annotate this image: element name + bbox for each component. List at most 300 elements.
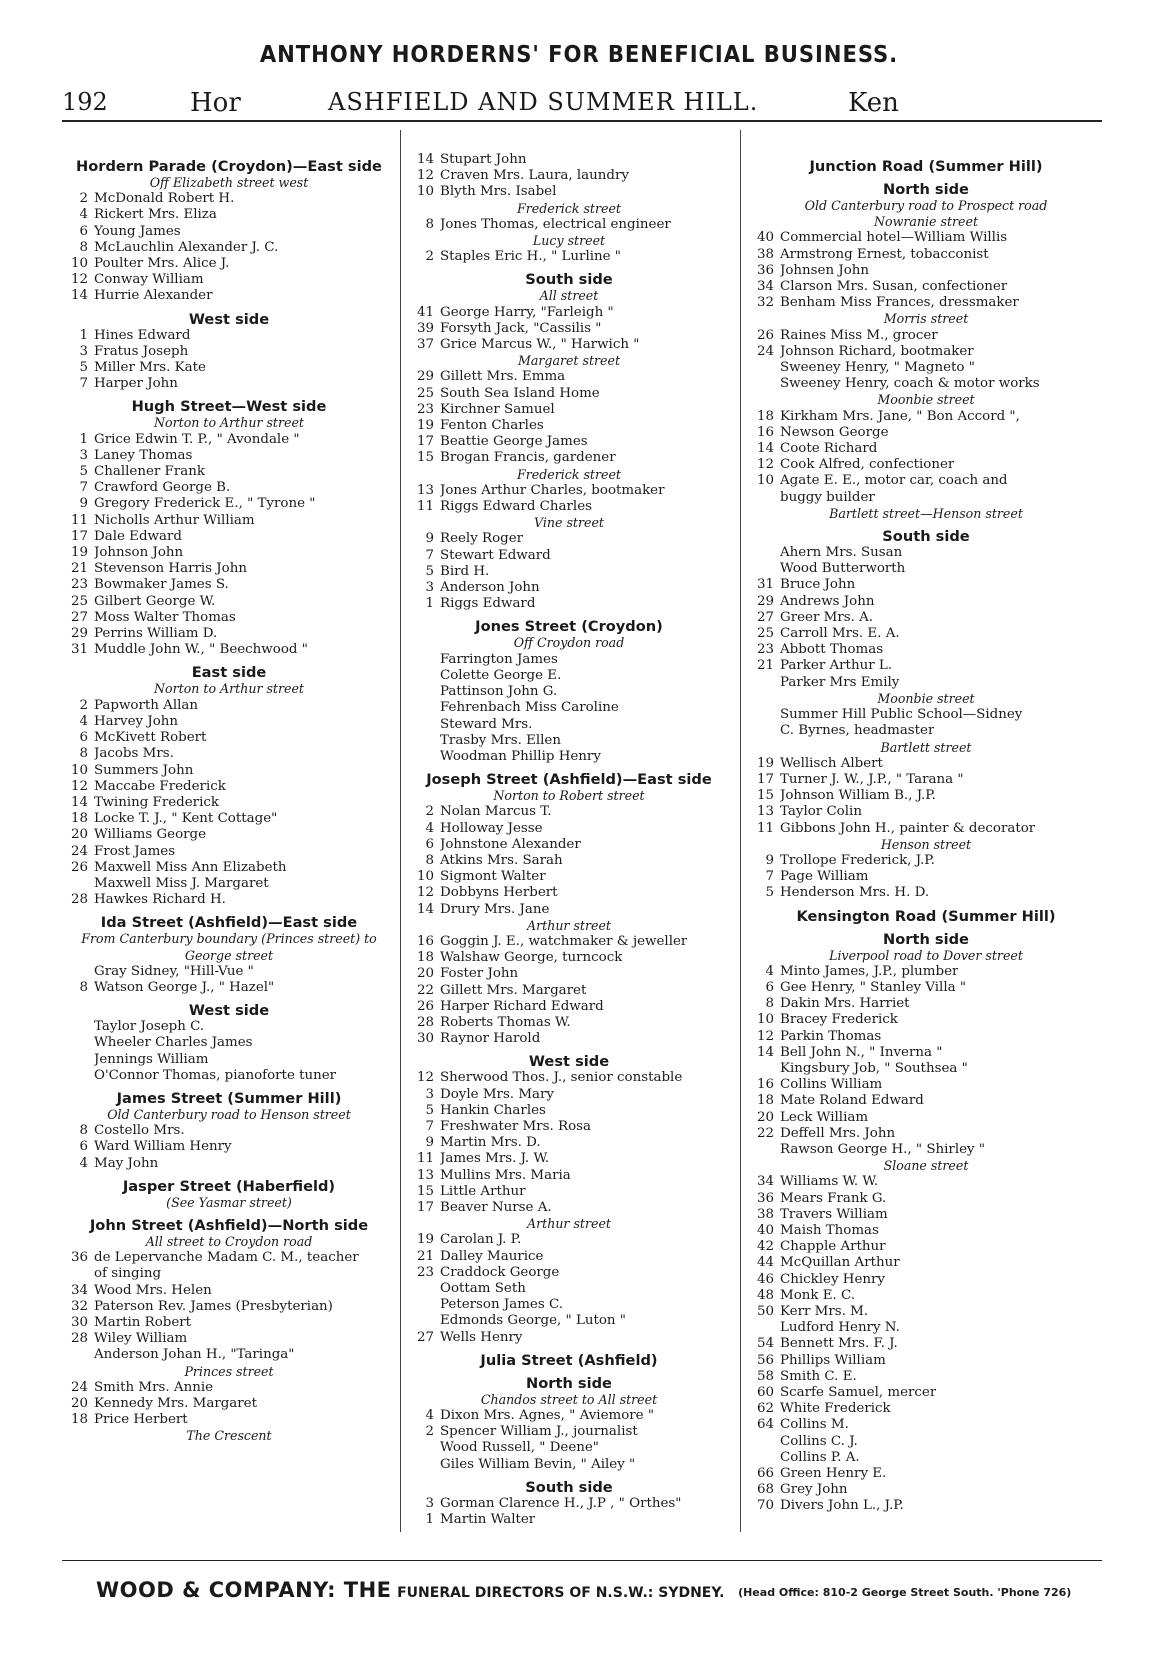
street-heading: West side xyxy=(528,1053,610,1071)
resident-name: Gillett Mrs. Emma xyxy=(440,369,566,385)
street-heading: Ida Street (Ashfield)—East side xyxy=(100,914,358,932)
house-number: 12 xyxy=(416,168,434,184)
resident-name: Conway William xyxy=(94,272,204,288)
resident-name: Bennett Mrs. F. J. xyxy=(780,1336,898,1352)
resident-name: Benham Miss Frances, dressmaker xyxy=(780,295,1019,311)
house-number: 3 xyxy=(79,343,88,359)
resident-name: Sweeney Henry, coach & motor works xyxy=(780,376,1040,392)
resident-name: Smith Mrs. Annie xyxy=(94,1379,214,1395)
resident-name: Sigmont Walter xyxy=(440,869,546,885)
directory-entry xyxy=(408,934,730,950)
directory-entry xyxy=(408,1408,730,1424)
resident-name: Ludford Henry N. xyxy=(780,1320,900,1336)
resident-name: Steward Mrs. xyxy=(440,716,533,732)
house-number: 2 xyxy=(425,1424,434,1440)
directory-entry xyxy=(408,1313,730,1329)
resident-name: Twining Frederick xyxy=(94,794,219,810)
directory-entry xyxy=(748,425,1104,441)
house-number: 11 xyxy=(416,1151,434,1167)
house-number: 14 xyxy=(756,1044,774,1060)
directory-entry xyxy=(408,321,730,337)
directory-entry xyxy=(408,217,730,233)
resident-name: Raynor Harold xyxy=(440,1031,541,1047)
house-number: 2 xyxy=(425,804,434,820)
street-heading: East side xyxy=(191,664,267,682)
house-number xyxy=(408,652,440,668)
directory-entry xyxy=(408,1119,730,1135)
house-number: 24 xyxy=(70,843,88,859)
cross-street-note: (See Yasmar street) xyxy=(166,1194,292,1210)
street-heading: South side xyxy=(525,1478,613,1496)
directory-entry xyxy=(408,1232,730,1248)
house-number: 23 xyxy=(416,1264,434,1280)
resident-name: Coote Richard xyxy=(780,441,878,457)
resident-name: Nicholls Arthur William xyxy=(94,512,255,528)
cross-street-note: Bartlett street—Henson street xyxy=(829,505,1023,521)
house-number: 64 xyxy=(756,1417,774,1433)
resident-name: Reely Roger xyxy=(440,531,524,547)
resident-name: Andrews John xyxy=(780,593,875,609)
house-number: 4 xyxy=(765,963,774,979)
house-number: 8 xyxy=(79,979,88,995)
directory-entry xyxy=(748,457,1104,473)
house-number: 8 xyxy=(79,1123,88,1139)
resident-name: Carroll Mrs. E. A. xyxy=(780,626,900,642)
house-number: 28 xyxy=(416,1014,434,1030)
directory-entry xyxy=(408,184,730,200)
house-number xyxy=(748,675,780,691)
resident-name: Bruce John xyxy=(780,577,856,593)
house-number xyxy=(408,1457,440,1473)
resident-name: White Frederick xyxy=(780,1401,891,1417)
cross-street-note: From Canterbury boundary (Princes street) to George street xyxy=(81,931,377,963)
house-number: 30 xyxy=(70,1314,88,1330)
resident-name: Brogan Francis, gardener xyxy=(440,450,616,466)
house-number: 27 xyxy=(70,609,88,625)
resident-name: Gray Sidney, "Hill-Vue " xyxy=(94,963,254,979)
directory-entry xyxy=(748,1093,1104,1109)
directory-entry xyxy=(62,1156,396,1172)
resident-name: Dobbyns Herbert xyxy=(440,885,558,901)
house-number: 7 xyxy=(425,547,434,563)
house-number: 37 xyxy=(416,337,434,353)
cross-street-note: Off Croydon road xyxy=(513,635,625,651)
directory-entry xyxy=(62,191,396,207)
directory-entry xyxy=(408,999,730,1015)
resident-name: Smith C. E. xyxy=(780,1368,857,1384)
directory-entry xyxy=(408,564,730,580)
directory-entry xyxy=(408,1015,730,1031)
house-number: 42 xyxy=(756,1239,774,1255)
house-number: 8 xyxy=(765,996,774,1012)
house-number: 34 xyxy=(70,1282,88,1298)
directory-entry xyxy=(748,1434,1104,1450)
house-number xyxy=(408,717,440,733)
resident-name: Collins P. A. xyxy=(780,1449,860,1465)
directory-entry xyxy=(62,1396,396,1412)
resident-name: de Lepervanche Madam C. M., teacher xyxy=(94,1250,359,1266)
resident-name: of singing xyxy=(94,1266,162,1282)
resident-name: Commercial hotel—William Willis xyxy=(780,230,1008,246)
directory-entry xyxy=(62,714,396,730)
cross-street-note: Bartlett street xyxy=(880,739,972,755)
directory-entry xyxy=(748,1353,1104,1369)
house-number xyxy=(408,1297,440,1313)
resident-name: Green Henry E. xyxy=(780,1466,887,1482)
directory-entry xyxy=(748,723,1104,739)
house-number: 3 xyxy=(425,1495,434,1511)
house-number xyxy=(62,1052,94,1068)
directory-entry xyxy=(408,305,730,321)
resident-name: Phillips William xyxy=(780,1352,886,1368)
resident-name: Kennedy Mrs. Margaret xyxy=(94,1396,257,1411)
directory-entry xyxy=(408,1135,730,1151)
resident-name: Bird H. xyxy=(440,563,490,579)
resident-name: Leck William xyxy=(780,1109,869,1125)
resident-name: Wood Butterworth xyxy=(780,561,906,577)
resident-name: Carolan J. P. xyxy=(440,1232,522,1248)
house-number: 34 xyxy=(756,1174,774,1190)
directory-entry xyxy=(62,1068,396,1084)
house-number: 5 xyxy=(79,360,88,376)
house-number: 25 xyxy=(70,593,88,609)
resident-name: Gee Henry, " Stanley Villa " xyxy=(780,979,967,995)
house-number: 13 xyxy=(416,482,434,498)
directory-entry xyxy=(62,1266,396,1282)
house-number xyxy=(408,700,440,716)
directory-entry xyxy=(62,1035,396,1051)
house-number: 18 xyxy=(70,811,88,827)
resident-name: Grey John xyxy=(780,1482,848,1498)
house-number: 1 xyxy=(79,327,88,343)
resident-name: Maxwell Miss J. Margaret xyxy=(94,875,269,891)
house-number: 8 xyxy=(425,852,434,868)
resident-name: Drury Mrs. Jane xyxy=(440,901,550,917)
resident-name: Jones Arthur Charles, bootmaker xyxy=(440,482,665,498)
cross-street-note: Henson street xyxy=(880,836,972,852)
house-number: 30 xyxy=(416,1031,434,1047)
directory-entry xyxy=(408,1031,730,1047)
directory-entry xyxy=(748,1174,1104,1190)
resident-name: Ahern Mrs. Susan xyxy=(780,545,903,561)
resident-name: Locke T. J., " Kent Cottage" xyxy=(94,811,278,827)
directory-entry xyxy=(748,1207,1104,1223)
house-number: 26 xyxy=(756,327,774,343)
street-heading: North side xyxy=(883,181,969,198)
house-number: 16 xyxy=(416,933,434,949)
resident-name: Staples Eric H., " Lurline " xyxy=(440,249,621,265)
resident-name: Raines Miss M., grocer xyxy=(780,327,938,343)
directory-entry xyxy=(408,548,730,564)
house-number xyxy=(408,1313,440,1329)
directory-entry xyxy=(748,1320,1104,1336)
street-heading: South side xyxy=(882,528,970,546)
column-divider xyxy=(740,130,741,1532)
directory-entry xyxy=(62,626,396,642)
house-number: 26 xyxy=(416,998,434,1014)
directory-entry xyxy=(408,950,730,966)
directory-entry xyxy=(748,1110,1104,1126)
directory-entry xyxy=(408,1496,730,1512)
directory-entry xyxy=(62,545,396,561)
resident-name: Harvey John xyxy=(94,713,179,729)
house-number: 7 xyxy=(765,869,774,885)
resident-name: Stupart John xyxy=(440,152,527,167)
resident-name: Rickert Mrs. Eliza xyxy=(94,207,217,223)
resident-name: Gregory Frederick E., " Tyrone " xyxy=(94,496,316,512)
cross-street-note: Morris street xyxy=(883,311,969,327)
house-number: 10 xyxy=(70,256,88,272)
page-title: ASHFIELD AND SUMMER HILL. xyxy=(328,88,759,116)
directory-entry xyxy=(748,1255,1104,1271)
resident-name: Harper John xyxy=(94,376,178,392)
resident-name: Armstrong Ernest, tobacconist xyxy=(780,246,989,262)
directory-entry xyxy=(748,1450,1104,1466)
footer-tagline: FUNERAL DIRECTORS OF N.S.W.: SYDNEY. xyxy=(397,1585,725,1601)
house-number: 4 xyxy=(79,713,88,729)
resident-name: Wells Henry xyxy=(440,1329,523,1345)
house-number: 10 xyxy=(756,1012,774,1028)
cross-street-note: The Crescent xyxy=(186,1428,272,1444)
house-number: 21 xyxy=(756,658,774,674)
house-number: 21 xyxy=(416,1248,434,1264)
directory-entry xyxy=(408,1087,730,1103)
resident-name: Johnson John xyxy=(94,545,184,561)
resident-name: Dalley Maurice xyxy=(440,1248,544,1264)
directory-entry xyxy=(748,980,1104,996)
house-number: 15 xyxy=(756,788,774,804)
house-number: 14 xyxy=(416,152,434,167)
directory-entry xyxy=(748,409,1104,425)
directory-entry xyxy=(408,1103,730,1119)
header-left-guide: Hor xyxy=(190,88,241,118)
directory-entry xyxy=(62,811,396,827)
directory-entry xyxy=(62,432,396,448)
directory-entry xyxy=(408,418,730,434)
resident-name: Fenton Charles xyxy=(440,418,544,434)
house-number: 10 xyxy=(416,184,434,200)
directory-entry xyxy=(62,240,396,256)
house-number: 56 xyxy=(756,1352,774,1368)
street-heading: James Street (Summer Hill) xyxy=(116,1089,342,1107)
house-number xyxy=(408,684,440,700)
directory-entry xyxy=(408,733,730,749)
house-number: 38 xyxy=(756,246,774,262)
resident-name: Craven Mrs. Laura, laundry xyxy=(440,168,629,184)
house-number: 24 xyxy=(756,343,774,359)
directory-entry xyxy=(62,1315,396,1331)
resident-name: Papworth Allan xyxy=(94,697,198,713)
directory-entry xyxy=(62,561,396,577)
directory-entry xyxy=(748,1191,1104,1207)
house-number: 11 xyxy=(70,512,88,528)
cross-street-note: Lucy street xyxy=(532,233,606,249)
house-number: 6 xyxy=(79,730,88,746)
directory-entry xyxy=(748,594,1104,610)
resident-name: Minto James, J.P., plumber xyxy=(780,963,959,979)
directory-entry xyxy=(62,577,396,593)
street-heading: Junction Road (Summer Hill) xyxy=(809,158,1043,175)
directory-entry xyxy=(62,1123,396,1139)
house-number: 29 xyxy=(70,626,88,642)
house-number xyxy=(748,1142,780,1158)
resident-name: Kirkham Mrs. Jane, " Bon Accord ", xyxy=(780,408,1020,424)
resident-name: Trasby Mrs. Ellen xyxy=(440,732,561,748)
resident-name: Taylor Joseph C. xyxy=(94,1019,205,1035)
house-number: 13 xyxy=(416,1167,434,1183)
resident-name: Martin Mrs. D. xyxy=(440,1135,541,1151)
street-heading: North side xyxy=(526,1374,612,1392)
house-number: 12 xyxy=(756,1028,774,1044)
house-number: 21 xyxy=(70,561,88,577)
directory-entry xyxy=(62,448,396,464)
directory-entry xyxy=(408,499,730,515)
directory-entry xyxy=(408,596,730,612)
street-heading: West side xyxy=(188,1002,270,1020)
resident-name: Price Herbert xyxy=(94,1412,188,1428)
directory-entry xyxy=(748,964,1104,980)
column-divider xyxy=(400,130,401,1532)
cross-street-note: Norton to Robert street xyxy=(493,788,645,804)
directory-entry xyxy=(62,1299,396,1315)
house-number xyxy=(748,1320,780,1336)
house-number xyxy=(62,1266,94,1282)
house-number xyxy=(408,1281,440,1297)
house-number xyxy=(748,707,780,723)
resident-name: Collins William xyxy=(780,1077,883,1093)
directory-entry xyxy=(748,996,1104,1012)
resident-name: Maish Thomas xyxy=(780,1222,879,1238)
house-number xyxy=(62,1019,94,1035)
directory-entry xyxy=(748,869,1104,885)
directory-entry xyxy=(62,513,396,529)
street-heading: West side xyxy=(188,310,270,328)
resident-name: Greer Mrs. A. xyxy=(780,609,874,625)
resident-name: Summers John xyxy=(94,762,194,778)
directory-entry xyxy=(62,272,396,288)
resident-name: Wheeler Charles James xyxy=(94,1035,253,1051)
resident-name: Jennings William xyxy=(94,1051,209,1067)
directory-entry xyxy=(408,853,730,869)
house-number: 18 xyxy=(756,1093,774,1109)
resident-name: Harper Richard Edward xyxy=(440,998,604,1014)
house-number: 14 xyxy=(70,794,88,810)
page-header xyxy=(62,86,1102,122)
house-number: 6 xyxy=(79,223,88,239)
directory-entry xyxy=(62,256,396,272)
house-number: 19 xyxy=(70,545,88,561)
house-number: 5 xyxy=(765,885,774,901)
resident-name: Mullins Mrs. Maria xyxy=(440,1167,571,1183)
house-number xyxy=(748,723,780,739)
directory-entry xyxy=(408,717,730,733)
page-number: 192 xyxy=(62,88,108,116)
directory-entry xyxy=(408,684,730,700)
house-number: 7 xyxy=(425,1118,434,1134)
directory-entry xyxy=(748,675,1104,691)
directory-entry xyxy=(62,1019,396,1035)
cross-street-note: Norton to Arthur street xyxy=(154,415,304,431)
directory-entry xyxy=(62,876,396,892)
directory-entry xyxy=(62,980,396,996)
directory-entry xyxy=(408,337,730,353)
directory-entry xyxy=(408,1151,730,1167)
street-heading: Julia Street (Ashfield) xyxy=(480,1351,658,1369)
resident-name: Dakin Mrs. Harriet xyxy=(780,996,910,1012)
directory-entry xyxy=(408,168,730,184)
resident-name: Beaver Nurse A. xyxy=(440,1199,552,1215)
header-right-guide: Ken xyxy=(848,88,899,118)
house-number: 1 xyxy=(79,431,88,447)
street-heading: South side xyxy=(525,271,613,289)
resident-name: Gilbert George W. xyxy=(94,593,216,609)
resident-name: Little Arthur xyxy=(440,1183,526,1199)
directory-entry xyxy=(408,1249,730,1265)
resident-name: Freshwater Mrs. Rosa xyxy=(440,1118,592,1134)
house-number: 12 xyxy=(70,778,88,794)
resident-name: Sherwood Thos. J., senior constable xyxy=(440,1070,683,1086)
resident-name: Riggs Edward xyxy=(440,596,536,612)
house-number: 8 xyxy=(79,746,88,762)
house-number: 58 xyxy=(756,1368,774,1384)
cross-street-note: Off Elizabeth street west xyxy=(149,175,309,190)
resident-name: Kingsbury Job, " Southsea " xyxy=(780,1060,968,1076)
house-number: 18 xyxy=(416,950,434,966)
house-number: 36 xyxy=(70,1250,88,1266)
cross-street-note: Old Canterbury road to Henson street xyxy=(107,1106,351,1122)
directory-entry xyxy=(748,1142,1104,1158)
resident-name: Travers William xyxy=(780,1206,888,1222)
resident-name: Chickley Henry xyxy=(780,1271,885,1287)
house-number: 9 xyxy=(425,1135,434,1151)
resident-name: Dale Edward xyxy=(94,528,182,544)
directory-entry xyxy=(62,376,396,392)
resident-name: Martin Robert xyxy=(94,1314,192,1330)
directory-entry xyxy=(62,860,396,876)
directory-column-3 xyxy=(748,152,1104,1515)
resident-name: Hawkes Richard H. xyxy=(94,892,226,908)
resident-name: Frost James xyxy=(94,843,176,859)
directory-column-2 xyxy=(408,152,730,1528)
directory-entry xyxy=(62,464,396,480)
directory-entry xyxy=(62,1250,396,1266)
resident-name: Stevenson Harris John xyxy=(94,561,247,577)
resident-name: Forsyth Jack, "Cassilis " xyxy=(440,320,602,336)
resident-name: Hurrie Alexander xyxy=(94,288,213,304)
directory-entry xyxy=(748,247,1104,263)
house-number xyxy=(748,561,780,577)
directory-entry xyxy=(748,441,1104,457)
resident-name: Hankin Charles xyxy=(440,1102,546,1118)
house-number: 29 xyxy=(756,593,774,609)
resident-name: Paterson Rev. James (Presbyterian) xyxy=(94,1298,333,1314)
directory-entry xyxy=(748,1061,1104,1077)
house-number: 22 xyxy=(756,1125,774,1141)
directory-entry xyxy=(62,1380,396,1396)
directory-entry xyxy=(408,700,730,716)
house-number xyxy=(748,545,780,561)
resident-name: Costello Mrs. xyxy=(94,1123,185,1139)
directory-entry xyxy=(748,1417,1104,1433)
resident-name: McLauchlin Alexander J. C. xyxy=(94,239,279,255)
directory-entry xyxy=(408,869,730,885)
house-number xyxy=(748,360,780,376)
directory-entry xyxy=(408,152,730,168)
directory-entry xyxy=(62,730,396,746)
directory-column-1 xyxy=(62,152,396,1445)
resident-name: Ward William Henry xyxy=(94,1139,232,1155)
house-number xyxy=(62,964,94,980)
